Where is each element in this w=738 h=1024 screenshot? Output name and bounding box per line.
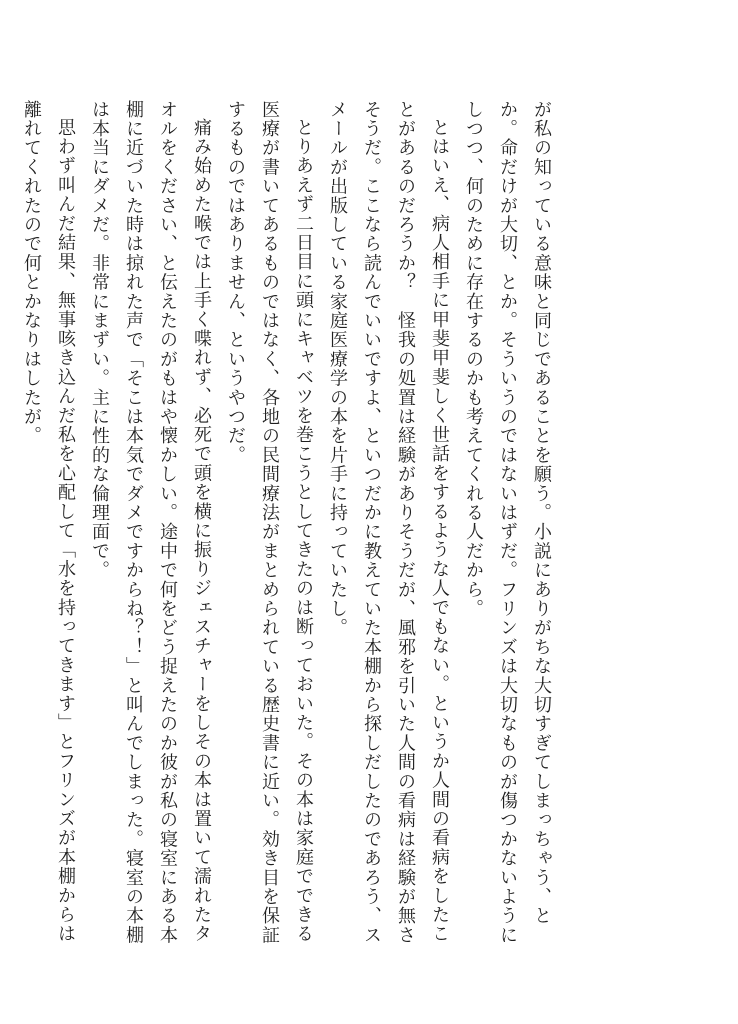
paragraph-2: とはいえ、病人相手に甲斐甲斐しく世話をするような人でもない。というか人間の看病をしたことがあるのだろうか？ 怪我の処置は経験がありそうだが、風邪を引いた人間の看病は経験が無さそうだ。ここなら読んでいいですよ、といつだかに教えていた本棚から探しだしたのであろう、スメールが出版している家庭医療学の本を片手に持っていたし。 bbox=[327, 100, 450, 945]
paragraph-5: 思わず叫んだ結果、無事咳き込んだ私を心配して「水を持ってきます」とフリンズが本棚からは離れてくれたので何とかなりはしたが。 bbox=[21, 100, 76, 944]
paragraph-4: 痛み始めた喉では上手く喋れず、必死で頭を横に振りジェスチャーをしその本は置いて濡れたタオルをください、と伝えたのがもはや懐かしい。途中で何をどう捉えたのか彼が私の寝室にある本棚に近づいた時は掠れた声で「そこは本気でダメですからね？！」と叫んでしまった。寝室の本棚は本当にダメだ。非常にまずい。主に性的な倫理面で。 bbox=[89, 100, 212, 945]
paragraph-3: とりあえず二日目に頭にキャベツを巻こうとしてきたのは断っておいた。その本は家庭でできる医療が書いてあるものではなく、各地の民間療法がまとめられている歴史書に近い。効き目を保証するものではありません、というやつだ。 bbox=[225, 100, 314, 945]
paragraph-1: が私の知っている意味と同じであることを願う。小説にありがちな大切すぎてしまっちゃう、とか。命だけが大切、とか。そういうのではないはずだ。フリンズは大切なものが傷つかないようにしつつ、何のために存在するのかも考えてくれる人だから。 bbox=[463, 100, 552, 945]
vertical-text-body bbox=[14, 100, 558, 960]
